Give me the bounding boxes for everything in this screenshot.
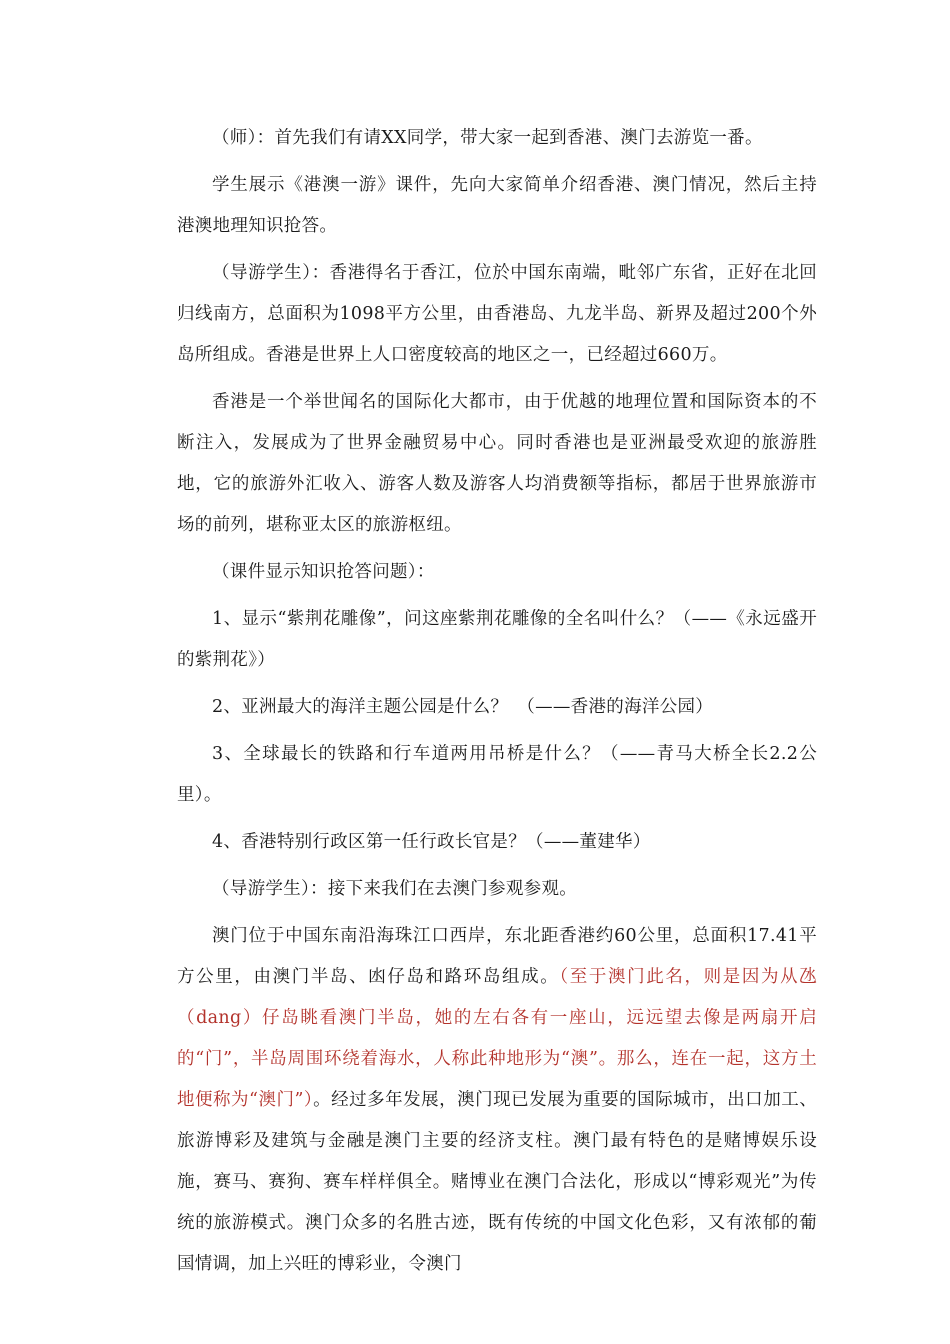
quiz-question-3: 3、全球最长的铁路和行车道两用吊桥是什么？（——青马大桥全长2.2公里）。 — [177, 744, 817, 805]
paragraph-hongkong-city: 香港是一个举世闻名的国际化大都市，由于优越的地理位置和国际资本的不断注入，发展成为了世界金融贸易中心。同时香港也是亚洲最受欢迎的旅游胜地，它的旅游外汇收入、游客人数及游客人均消费额等指标，都居于世界旅游市场的前列，堪称亚太区的旅游枢纽。 — [177, 392, 817, 535]
quiz-question-1: 1、显示“紫荆花雕像”，问这座紫荆花雕像的全名叫什么？（——《永远盛开的紫荆花》） — [177, 609, 817, 670]
document-page — [177, 118, 817, 1291]
paragraph-teacher-intro: （师）：首先我们有请XX同学，带大家一起到香港、澳门去游览一番。 — [212, 128, 763, 148]
paragraph-student-presentation: 学生展示《港澳一游》课件，先向大家简单介绍香港、澳门情况，然后主持港澳地理知识抢答。 — [177, 175, 817, 236]
macau-intro-text: 澳门位于中国东南沿海珠江口西岸，东北距香港约60公里，总面积17.41平方公里，由澳门半岛、凼仔岛和路环岛组成。 — [177, 926, 817, 987]
quiz-question-2: 2、亚洲最大的海洋主题公园是什么？ （——香港的海洋公园） — [212, 697, 714, 717]
paragraph-hongkong-guide: （导游学生）：香港得名于香江，位於中国东南端，毗邻广东省，正好在北回归线南方，总面积为1098平方公里，由香港岛、九龙半岛、新界及超过200个外岛所组成。香港是世界上人口密度较高的地区之一，已经超过660万。 — [177, 263, 817, 365]
paragraph-macau-guide: （导游学生）：接下来我们在去澳门参观参观。 — [212, 879, 578, 899]
macau-name-origin-highlight: （至于澳门此名，则是因为从氹（dang）仔岛眺看澳门半岛，她的左右各有一座山，远远望去像是两扇开启的“门”，半岛周围环绕着海水，人称此种地形为“澳”。那么，连在一起，这方土地便称为“澳门”） — [177, 967, 817, 1110]
paragraph-quiz-heading: （课件显示知识抢答问题）： — [212, 562, 435, 582]
macau-economy-text: 。经过多年发展，澳门现已发展为重要的国际城市，出口加工、旅游博彩及建筑与金融是澳门主要的经济支柱。澳门最有特色的是赌博娱乐设施，赛马、赛狗、赛车样样俱全。赌博业在澳门合法化，形成以“博彩观光”为传统的旅游模式。澳门众多的名胜古迹，既有传统的中国文化色彩，又有浓郁的葡国情调，加上兴旺的博彩业，令澳门 — [177, 1090, 817, 1274]
paragraph-macau-description — [177, 916, 817, 1285]
quiz-question-4: 4、香港特别行政区第一任行政长官是？（——董建华） — [212, 832, 651, 852]
